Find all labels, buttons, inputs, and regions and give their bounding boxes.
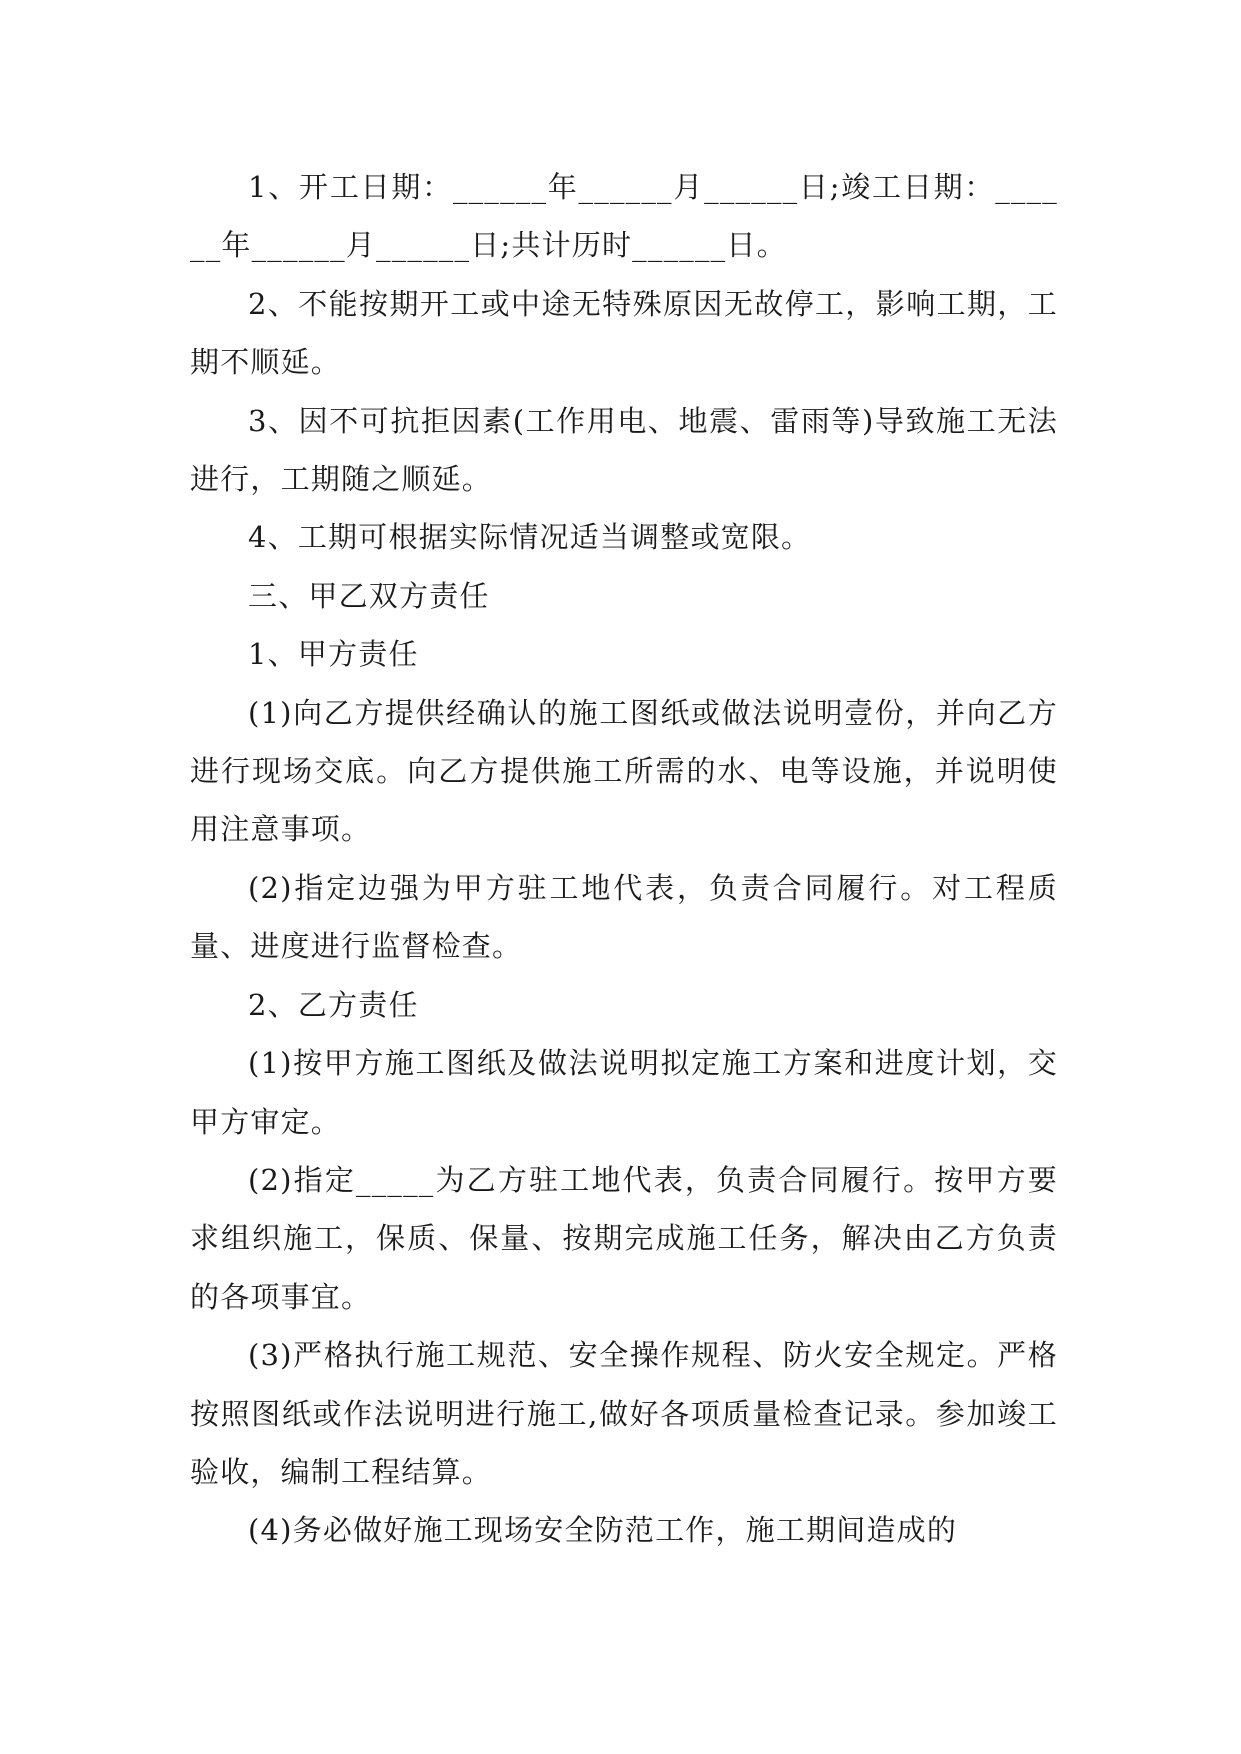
paragraph-force-majeure: 3、因不可抗拒因素(工作用电、地震、雷雨等)导致施工无法进行，工期随之顺延。 bbox=[190, 403, 1058, 497]
paragraph-delay-no-extension: 2、不能按期开工或中途无特殊原因无故停工，影响工期，工期不顺延。 bbox=[190, 286, 1058, 380]
paragraph-schedule-adjustment: 4、工期可根据实际情况适当调整或宽限。 bbox=[248, 520, 812, 555]
subheading-party-a: 1、甲方责任 bbox=[248, 637, 419, 672]
section-heading-responsibilities: 三、甲乙双方责任 bbox=[248, 578, 490, 613]
document-body bbox=[190, 158, 1058, 1560]
paragraph-party-a-item-1: (1)向乙方提供经确认的施工图纸或做法说明壹份，并向乙方进行现场交底。向乙方提供施工所需的水、电等设施，并说明使用注意事项。 bbox=[190, 695, 1058, 847]
paragraph-construction-dates: 1、开工日期：______年______月______日;竣工日期：______年______月______日;共计历时______日。 bbox=[190, 170, 1058, 263]
paragraph-party-b-item-2: (2)指定_____为乙方驻工地代表，负责合同履行。按甲方要求组织施工，保质、保量、按期完成施工任务，解决由乙方负责的各项事宜。 bbox=[190, 1162, 1058, 1314]
paragraph-party-b-item-4: (4)务必做好施工现场安全防范工作，施工期间造成的 bbox=[248, 1513, 958, 1548]
paragraph-party-b-item-1: (1)按甲方施工图纸及做法说明拟定施工方案和进度计划，交甲方审定。 bbox=[190, 1046, 1058, 1139]
subheading-party-b: 2、乙方责任 bbox=[248, 987, 419, 1022]
paragraph-party-b-item-3: (3)严格执行施工规范、安全操作规程、防火安全规定。严格按照图纸或作法说明进行施工,做好各项质量检查记录。参加竣工验收，编制工程结算。 bbox=[190, 1338, 1058, 1489]
paragraph-party-a-item-2: (2)指定边强为甲方驻工地代表，负责合同履行。对工程质量、进度进行监督检查。 bbox=[190, 870, 1058, 964]
